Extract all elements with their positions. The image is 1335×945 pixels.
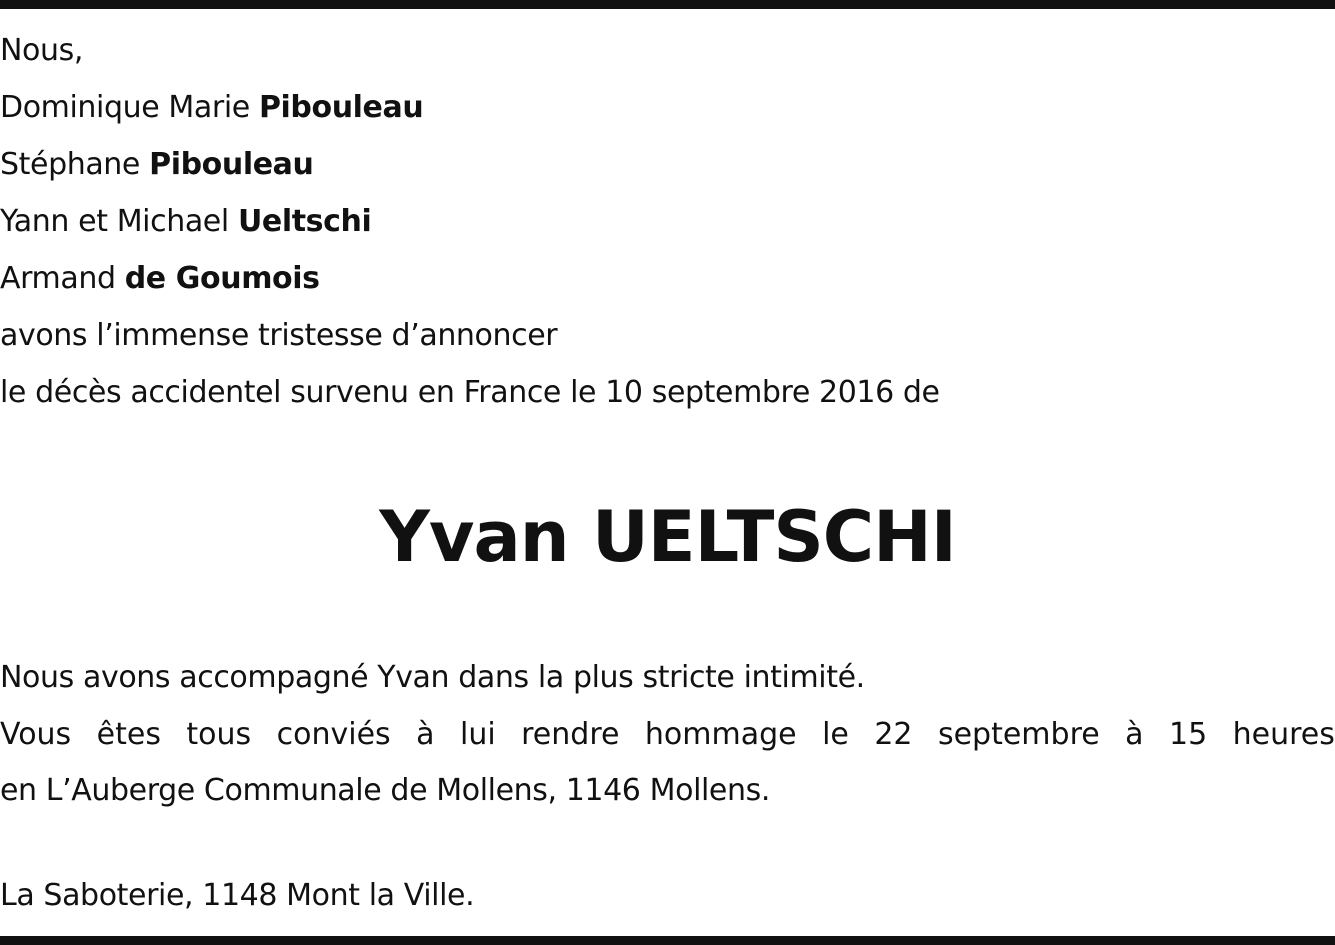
body-line-1: Nous avons accompagné Yvan dans la plus stricte intimité. <box>0 660 865 695</box>
family-member-3 <box>0 204 371 240</box>
word: rendre <box>521 717 620 752</box>
opening-line: Nous, <box>0 33 83 68</box>
family-member-4 <box>0 261 320 297</box>
family-given-name: Dominique Marie <box>0 90 250 125</box>
word: septembre <box>937 717 1100 752</box>
word: Vous <box>0 717 72 752</box>
announcement-line-1: avons l’immense tristesse d’annoncer <box>0 318 558 353</box>
body-line-3: en L’Auberge Communale de Mollens, 1146 Mollens. <box>0 773 770 808</box>
bottom-border-rule <box>0 936 1335 945</box>
body-line-2 <box>0 717 1335 753</box>
word: tous <box>186 717 252 752</box>
family-surname: Pibouleau <box>258 90 424 125</box>
word: à <box>416 717 435 752</box>
word: lui <box>459 717 496 752</box>
family-surname: Pibouleau <box>149 147 314 182</box>
word: à <box>1125 717 1144 752</box>
word: le <box>822 717 849 752</box>
family-member-1 <box>0 90 423 126</box>
word: heures <box>1232 717 1335 752</box>
family-surname: de Goumois <box>124 261 320 296</box>
word: êtes <box>96 717 161 752</box>
word: hommage <box>644 717 797 752</box>
word: 22 <box>874 717 913 752</box>
family-member-2 <box>0 147 313 183</box>
family-surname: Ueltschi <box>237 204 372 239</box>
family-given-name: Armand <box>0 261 116 296</box>
deceased-name-heading: Yvan UELTSCHI <box>379 496 956 578</box>
address-line: La Saboterie, 1148 Mont la Ville. <box>0 878 475 913</box>
word: 15 <box>1169 717 1208 752</box>
word: conviés <box>276 717 391 752</box>
family-given-name: Stéphane <box>0 147 140 182</box>
family-given-name: Yann et Michael <box>0 204 229 239</box>
announcement-line-2: le décès accidentel survenu en France le 10 septembre 2016 de <box>0 375 940 410</box>
top-border-rule <box>0 0 1335 9</box>
